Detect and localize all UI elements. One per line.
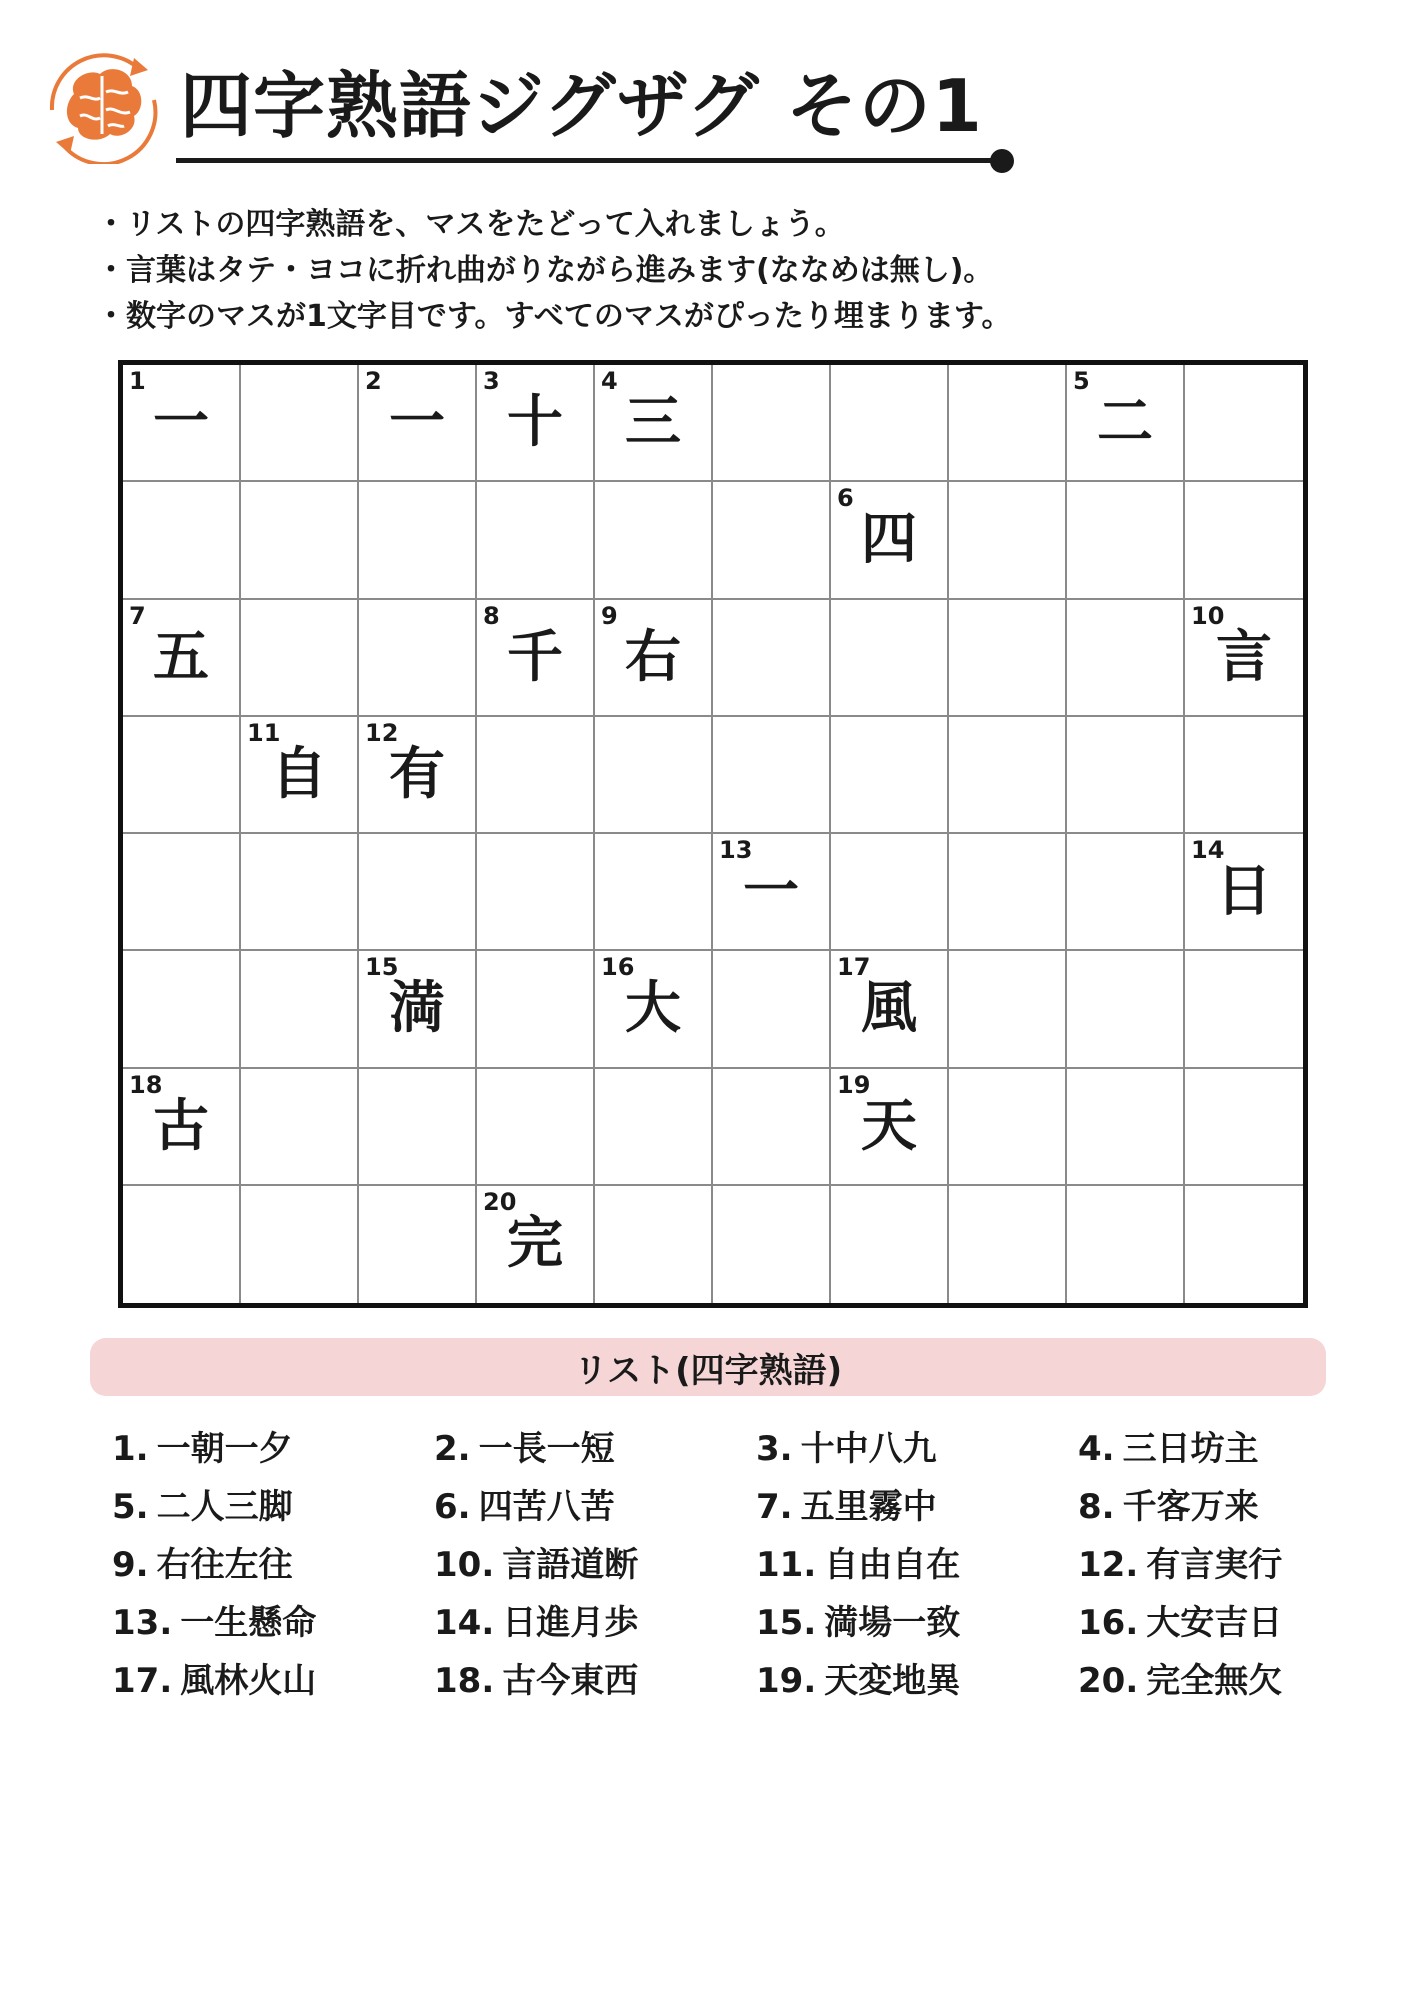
list-item-number: 4.: [1078, 1429, 1115, 1469]
list-item-word: 大安吉日: [1146, 1603, 1283, 1643]
list-item: [434, 1420, 756, 1478]
list-item-number: 13.: [112, 1603, 173, 1643]
instruction-item: ・ 言葉はタテ・ヨコに折れ曲がりながら進みます(ななめは無し)。: [96, 248, 1011, 294]
grid-cell[interactable]: [831, 1069, 949, 1186]
grid-cell[interactable]: [595, 600, 713, 717]
grid-cell[interactable]: [831, 834, 949, 951]
grid-cell[interactable]: [241, 1069, 359, 1186]
list-item-word: 自由自在: [824, 1545, 961, 1585]
grid-cell[interactable]: [359, 951, 477, 1068]
grid-cell[interactable]: [1067, 951, 1185, 1068]
list-item-number: 15.: [756, 1603, 817, 1643]
grid-cell[interactable]: [713, 834, 831, 951]
list-item: [112, 1536, 434, 1594]
list-item: [1078, 1420, 1332, 1478]
cell-number: 12: [365, 718, 399, 747]
grid-cell[interactable]: [831, 600, 949, 717]
list-item-word: 右往左往: [156, 1545, 293, 1585]
grid-cell[interactable]: [713, 1069, 831, 1186]
cell-number: 10: [1191, 601, 1225, 630]
grid-cell[interactable]: [241, 600, 359, 717]
grid-cell[interactable]: [1185, 1186, 1303, 1303]
cell-character: 満: [389, 976, 445, 1042]
list-item-number: 10.: [434, 1545, 495, 1585]
cell-number: 4: [601, 367, 618, 395]
grid-cell[interactable]: [477, 1069, 595, 1186]
grid-cell[interactable]: [595, 1069, 713, 1186]
list-item: [434, 1536, 756, 1594]
cell-number: 6: [837, 484, 854, 513]
list-item: [756, 1652, 1078, 1710]
cell-character: 十: [507, 390, 563, 455]
list-item-word: 千客万来: [1122, 1487, 1259, 1527]
grid-cell[interactable]: [595, 834, 713, 951]
list-item-word: 三日坊主: [1122, 1429, 1259, 1469]
list-item: [112, 1478, 434, 1536]
grid-cell[interactable]: [359, 1186, 477, 1303]
grid-cell[interactable]: [359, 1069, 477, 1186]
list-item-number: 16.: [1078, 1603, 1139, 1643]
list-item: [434, 1594, 756, 1652]
cell-character: 天: [861, 1093, 917, 1159]
list-item: [434, 1652, 756, 1710]
grid-cell[interactable]: [1067, 365, 1185, 482]
grid-cell[interactable]: [477, 834, 595, 951]
list-item: [434, 1478, 756, 1536]
grid-cell[interactable]: [1185, 951, 1303, 1068]
cell-character: 自: [271, 741, 327, 807]
page-title: 四字熟語ジグザグ その1: [180, 64, 983, 148]
grid-cell[interactable]: [713, 600, 831, 717]
grid-cell[interactable]: [477, 1186, 595, 1303]
list-item-number: 19.: [756, 1661, 817, 1701]
grid-cell[interactable]: [949, 1069, 1067, 1186]
cell-character: 一: [743, 859, 799, 924]
list-item-word: 満場一致: [824, 1603, 961, 1643]
list-item-number: 9.: [112, 1545, 149, 1585]
list-item-word: 五里霧中: [800, 1487, 937, 1527]
cell-character: 大: [625, 976, 681, 1042]
grid-cell[interactable]: [713, 482, 831, 599]
list-item-word: 有言実行: [1146, 1545, 1283, 1585]
list-item-word: 二人三脚: [156, 1487, 293, 1527]
grid-cell[interactable]: [595, 717, 713, 834]
grid-cell[interactable]: [831, 365, 949, 482]
cell-character: 完: [507, 1210, 563, 1276]
grid-cell[interactable]: [949, 482, 1067, 599]
cell-number: 9: [601, 601, 618, 630]
grid-cell[interactable]: [241, 1186, 359, 1303]
grid-cell[interactable]: [713, 717, 831, 834]
cell-number: 11: [247, 718, 281, 747]
word-list: [112, 1420, 1332, 1710]
grid-cell[interactable]: [241, 951, 359, 1068]
cell-character: 右: [625, 624, 681, 690]
cell-number: 1: [129, 367, 146, 395]
grid-cell[interactable]: [949, 834, 1067, 951]
list-item-number: 5.: [112, 1487, 149, 1527]
grid-cell[interactable]: [949, 600, 1067, 717]
list-item: [1078, 1478, 1332, 1536]
grid-cell[interactable]: [1067, 1186, 1185, 1303]
grid-cell[interactable]: [477, 717, 595, 834]
grid-cell[interactable]: [595, 951, 713, 1068]
grid-cell[interactable]: [831, 1186, 949, 1303]
grid-cell[interactable]: [477, 951, 595, 1068]
cell-number: 7: [129, 601, 146, 630]
cell-character: 二: [1097, 390, 1153, 455]
grid-cell[interactable]: [359, 717, 477, 834]
list-item: [756, 1536, 1078, 1594]
grid-cell[interactable]: [831, 951, 949, 1068]
list-header-bar: [90, 1338, 1326, 1396]
list-title: リスト(四字熟語): [573, 1350, 843, 1391]
grid-cell[interactable]: [713, 365, 831, 482]
grid-cell[interactable]: [241, 365, 359, 482]
title-underline-dot: [990, 149, 1014, 173]
list-item-number: 6.: [434, 1487, 471, 1527]
list-item: [1078, 1594, 1332, 1652]
instruction-item: ・ 数字のマスが1文字目です。すべてのマスがぴったり埋まります。: [96, 294, 1011, 340]
list-item: [112, 1594, 434, 1652]
cell-number: 17: [837, 953, 871, 982]
grid-cell[interactable]: [477, 365, 595, 482]
grid-cell[interactable]: [713, 951, 831, 1068]
list-item-word: 一生懸命: [180, 1603, 317, 1643]
grid-cell[interactable]: [949, 717, 1067, 834]
title-underline: [176, 158, 998, 163]
grid-cell[interactable]: [1067, 834, 1185, 951]
cell-character: 一: [389, 390, 445, 455]
grid-cell[interactable]: [241, 482, 359, 599]
cell-number: 20: [483, 1187, 517, 1216]
list-item-word: 天変地異: [824, 1661, 961, 1701]
list-item-number: 2.: [434, 1429, 471, 1469]
cell-character: 古: [153, 1093, 209, 1159]
list-item-number: 3.: [756, 1429, 793, 1469]
grid-cell[interactable]: [123, 600, 241, 717]
list-item: [756, 1478, 1078, 1536]
list-item-word: 一朝一夕: [156, 1429, 293, 1469]
cell-character: 一: [153, 390, 209, 455]
list-item-number: 12.: [1078, 1545, 1139, 1585]
grid-cell[interactable]: [241, 834, 359, 951]
cell-number: 8: [483, 601, 500, 630]
grid-cell[interactable]: [1185, 717, 1303, 834]
cell-number: 14: [1191, 836, 1225, 864]
grid-cell[interactable]: [1067, 482, 1185, 599]
grid-cell[interactable]: [1067, 1069, 1185, 1186]
grid-cell[interactable]: [949, 1186, 1067, 1303]
grid-cell[interactable]: [1185, 365, 1303, 482]
list-item-word: 古今東西: [502, 1661, 639, 1701]
cell-number: 5: [1073, 367, 1090, 395]
cell-number: 13: [719, 836, 753, 864]
list-item-number: 1.: [112, 1429, 149, 1469]
list-item-word: 十中八九: [800, 1429, 937, 1469]
grid-cell[interactable]: [595, 1186, 713, 1303]
list-item-word: 一長一短: [478, 1429, 615, 1469]
list-item-number: 18.: [434, 1661, 495, 1701]
list-item-word: 風林火山: [180, 1661, 317, 1701]
list-item-number: 17.: [112, 1661, 173, 1701]
grid-cell[interactable]: [831, 482, 949, 599]
list-item-word: 言語道断: [502, 1545, 639, 1585]
list-item-word: 日進月歩: [502, 1603, 639, 1643]
grid-cell[interactable]: [1185, 834, 1303, 951]
list-item-word: 完全無欠: [1146, 1661, 1283, 1701]
cell-character: 三: [625, 390, 681, 455]
grid-cell[interactable]: [123, 1186, 241, 1303]
cell-number: 2: [365, 367, 382, 395]
list-item: [1078, 1652, 1332, 1710]
grid-cell[interactable]: [359, 600, 477, 717]
grid-cell[interactable]: [359, 365, 477, 482]
grid-cell[interactable]: [359, 482, 477, 599]
grid-cell[interactable]: [123, 834, 241, 951]
cell-character: 風: [861, 976, 917, 1042]
instruction-item: ・ リストの四字熟語を、マスをたどって入れましょう。: [96, 202, 1011, 248]
grid-cell[interactable]: [123, 951, 241, 1068]
grid-cell[interactable]: [241, 717, 359, 834]
cell-number: 18: [129, 1070, 163, 1099]
cell-number: 3: [483, 367, 500, 395]
grid-cell[interactable]: [1185, 482, 1303, 599]
list-item: [1078, 1536, 1332, 1594]
list-item: [112, 1420, 434, 1478]
cell-number: 19: [837, 1070, 871, 1099]
grid-cell[interactable]: [713, 1186, 831, 1303]
cell-character: 四: [861, 507, 917, 573]
grid-cell[interactable]: [595, 365, 713, 482]
grid-cell[interactable]: [1185, 1069, 1303, 1186]
instructions-list: [96, 202, 1011, 340]
cell-character: 五: [153, 624, 209, 690]
grid-cell[interactable]: [1067, 717, 1185, 834]
list-item-number: 14.: [434, 1603, 495, 1643]
grid-cell[interactable]: [949, 365, 1067, 482]
grid-cell[interactable]: [1185, 600, 1303, 717]
list-item-number: 7.: [756, 1487, 793, 1527]
cell-character: 言: [1216, 624, 1272, 690]
cell-number: 15: [365, 953, 399, 982]
page-header: [34, 46, 1034, 176]
grid-cell[interactable]: [123, 717, 241, 834]
grid-cell[interactable]: [123, 482, 241, 599]
grid-cell[interactable]: [123, 365, 241, 482]
grid-cell[interactable]: [831, 717, 949, 834]
grid-cell[interactable]: [477, 600, 595, 717]
list-item-number: 8.: [1078, 1487, 1115, 1527]
cell-number: 16: [601, 953, 635, 982]
cell-character: 千: [507, 624, 563, 690]
list-item: [756, 1420, 1078, 1478]
grid-cell[interactable]: [1067, 600, 1185, 717]
list-item-number: 11.: [756, 1545, 817, 1585]
brain-arrows-logo-icon: [34, 46, 168, 164]
list-item-word: 四苦八苦: [478, 1487, 615, 1527]
cell-character: 有: [389, 741, 445, 807]
cell-character: 日: [1216, 859, 1272, 924]
grid-cell[interactable]: [359, 834, 477, 951]
list-item-number: 20.: [1078, 1661, 1139, 1701]
list-item: [112, 1652, 434, 1710]
grid-cell[interactable]: [477, 482, 595, 599]
list-item: [756, 1594, 1078, 1652]
grid-cell[interactable]: [595, 482, 713, 599]
puzzle-grid: [118, 360, 1308, 1308]
grid-cell[interactable]: [123, 1069, 241, 1186]
grid-cell[interactable]: [949, 951, 1067, 1068]
